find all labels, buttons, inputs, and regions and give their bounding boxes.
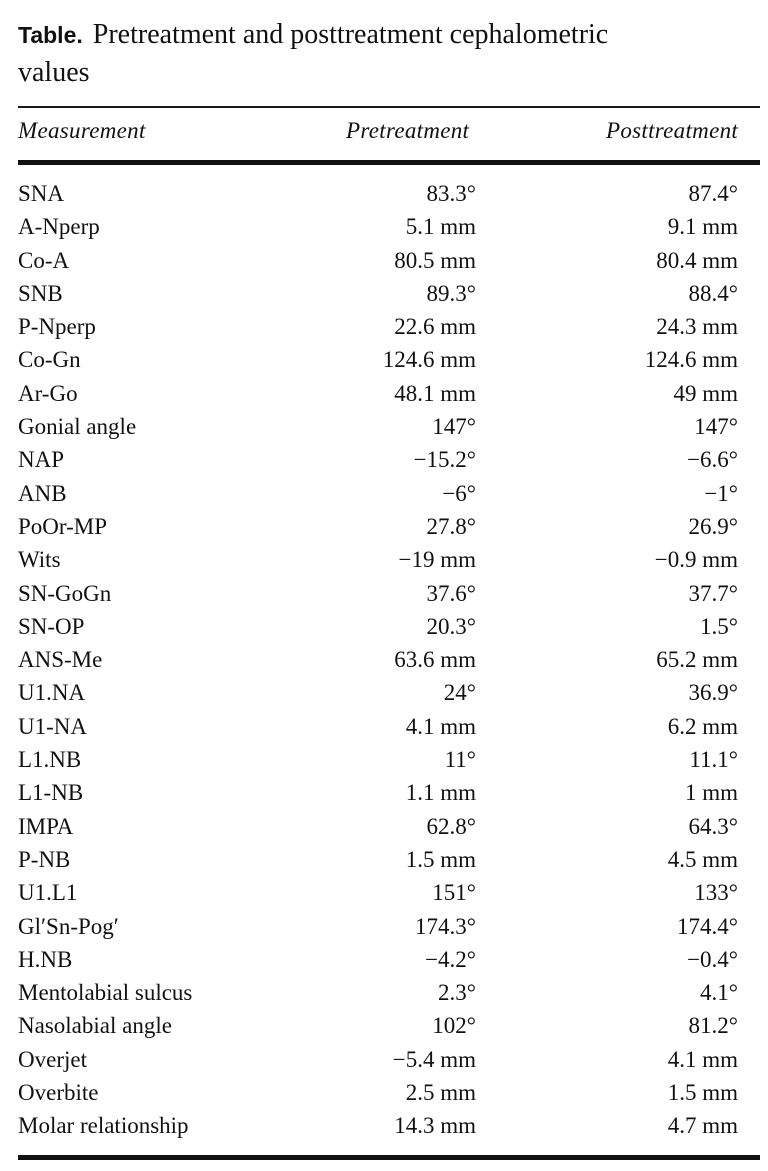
cell-posttreatment: 124.6 mm [644,347,738,373]
cell-measurement: Molar relationship [18,1113,189,1139]
cell-posttreatment: 4.7 mm [667,1113,738,1139]
cell-pretreatment: 11° [444,747,476,773]
cell-posttreatment: −6.6° [687,447,738,473]
table-body [18,165,760,1155]
cell-pretreatment: 4.1 mm [405,713,476,739]
table-row [18,780,760,813]
cell-pretreatment: −4.2° [425,946,476,972]
cell-measurement: U1-NA [18,713,87,739]
table-row [18,514,760,547]
cell-pretreatment: 27.8° [426,513,476,539]
table-row [18,914,760,947]
header-pretreatment: Pretreatment [346,118,470,143]
cell-pretreatment: 48.1 mm [394,380,476,406]
cell-pretreatment: 147° [432,414,476,440]
cell-measurement: NAP [18,447,65,473]
cell-posttreatment: 37.7° [688,580,738,606]
cell-pretreatment: 62.8° [426,813,476,839]
cell-posttreatment: 87.4° [688,181,738,206]
table-row [18,481,760,514]
cell-posttreatment: 81.2° [688,1013,738,1039]
cell-posttreatment: 49 mm [673,380,738,406]
cell-pretreatment: 2.5 mm [405,1080,476,1106]
cell-posttreatment: 11.1° [689,747,738,773]
cell-pretreatment: 124.6 mm [382,347,476,373]
cell-measurement: Ar-Go [18,380,78,406]
cell-posttreatment: 88.4° [688,280,738,306]
cell-posttreatment: 24.3 mm [656,314,738,340]
cell-posttreatment: 26.9° [688,513,738,539]
table-row [18,847,760,880]
cell-posttreatment: 4.5 mm [667,846,738,872]
table-row [18,1047,760,1080]
cell-measurement: SN-GoGn [18,580,112,606]
cell-pretreatment: 22.6 mm [394,314,476,340]
cell-posttreatment: 4.1° [700,980,738,1006]
cell-posttreatment: 1.5 mm [667,1080,738,1106]
cell-posttreatment: 80.4 mm [656,247,738,273]
cell-posttreatment: 1.5° [700,613,738,639]
cell-posttreatment: 65.2 mm [656,647,738,673]
cell-pretreatment: 20.3° [426,613,476,639]
cell-posttreatment: −0.9 mm [654,547,738,573]
header-posttreatment: Posttreatment [606,118,739,143]
cell-pretreatment: 2.3° [438,980,476,1006]
cell-measurement: IMPA [18,813,74,839]
table-row [18,680,760,713]
cell-posttreatment: 4.1 mm [667,1046,738,1072]
table-row [18,281,760,314]
bottom-rule [18,1155,760,1160]
cell-pretreatment: 14.3 mm [394,1113,476,1139]
cell-pretreatment: 63.6 mm [394,647,476,673]
cell-pretreatment: 1.5 mm [405,846,476,872]
cell-pretreatment: 102° [432,1013,476,1039]
header-measurement: Measurement [18,118,146,143]
cell-measurement: ANB [18,480,67,506]
cell-measurement: L1.NB [18,747,82,773]
cell-pretreatment: 37.6° [426,580,476,606]
cell-measurement: SNB [18,280,63,306]
cell-measurement: SN-OP [18,613,85,639]
cell-pretreatment: −15.2° [413,447,476,473]
cell-measurement: Co-A [18,247,70,273]
table-row [18,214,760,247]
caption-line-2: values [18,57,90,88]
cell-pretreatment: 24° [443,680,476,706]
cell-posttreatment: 147° [694,414,738,440]
table-row [18,581,760,614]
cell-pretreatment: 83.3° [426,181,476,206]
table-row [18,814,760,847]
table-row [18,1013,760,1046]
cell-measurement: Gonial angle [18,414,137,440]
cell-pretreatment: 1.1 mm [405,780,476,806]
cell-measurement: Co-Gn [18,347,81,373]
table-row [18,714,760,747]
cell-pretreatment: 151° [432,880,476,906]
cell-posttreatment: 174.4° [677,913,738,939]
table-row [18,1113,760,1146]
cell-pretreatment: −19 mm [398,547,476,573]
cell-posttreatment: 1 mm [684,780,738,806]
table-row [18,447,760,480]
table-row [18,314,760,347]
cell-measurement: PoOr-MP [18,513,108,539]
cell-pretreatment: 80.5 mm [394,247,476,273]
table-row [18,614,760,647]
cell-measurement: Nasolabial angle [18,1013,172,1039]
table-label: Table. [18,22,83,48]
cell-pretreatment: −5.4 mm [392,1046,476,1072]
cell-measurement: Gl′Sn-Pog′ [18,913,119,939]
cell-measurement: SNA [18,181,65,206]
cell-measurement: P-Nperp [18,314,96,340]
cell-posttreatment: 64.3° [688,813,738,839]
table-figure [18,16,760,1160]
cell-measurement: Overbite [18,1080,99,1106]
cell-measurement: U1.NA [18,680,86,706]
table-row [18,880,760,913]
cell-pretreatment: 174.3° [415,913,476,939]
table-row [18,547,760,580]
table-row [18,347,760,380]
cell-measurement: A-Nperp [18,214,100,240]
header-row [18,108,760,160]
table-row [18,1080,760,1113]
table-row [18,414,760,447]
cell-measurement: Wits [18,547,61,573]
cell-pretreatment: 89.3° [426,280,476,306]
table-row [18,947,760,980]
table-row [18,381,760,414]
table-row [18,181,760,214]
cell-measurement: L1-NB [18,780,84,806]
table-row [18,647,760,680]
cell-measurement: Mentolabial sulcus [18,980,193,1006]
cell-pretreatment: −6° [442,480,476,506]
caption-line-1: Pretreatment and posttreatment cephalometric [92,19,609,50]
table-row [18,980,760,1013]
cell-pretreatment: 5.1 mm [405,214,476,240]
cell-posttreatment: 9.1 mm [667,214,738,240]
cell-measurement: U1.L1 [18,880,78,906]
cell-posttreatment: −0.4° [687,946,738,972]
cell-posttreatment: 133° [694,880,738,906]
cell-posttreatment: 6.2 mm [667,713,738,739]
table-row [18,747,760,780]
cell-measurement: ANS-Me [18,647,103,673]
cell-measurement: H.NB [18,946,73,972]
cell-measurement: P-NB [18,846,71,872]
table-caption [18,16,760,92]
cell-posttreatment: −1° [704,480,738,506]
cell-posttreatment: 36.9° [688,680,738,706]
cell-measurement: Overjet [18,1046,87,1072]
table-row [18,248,760,281]
